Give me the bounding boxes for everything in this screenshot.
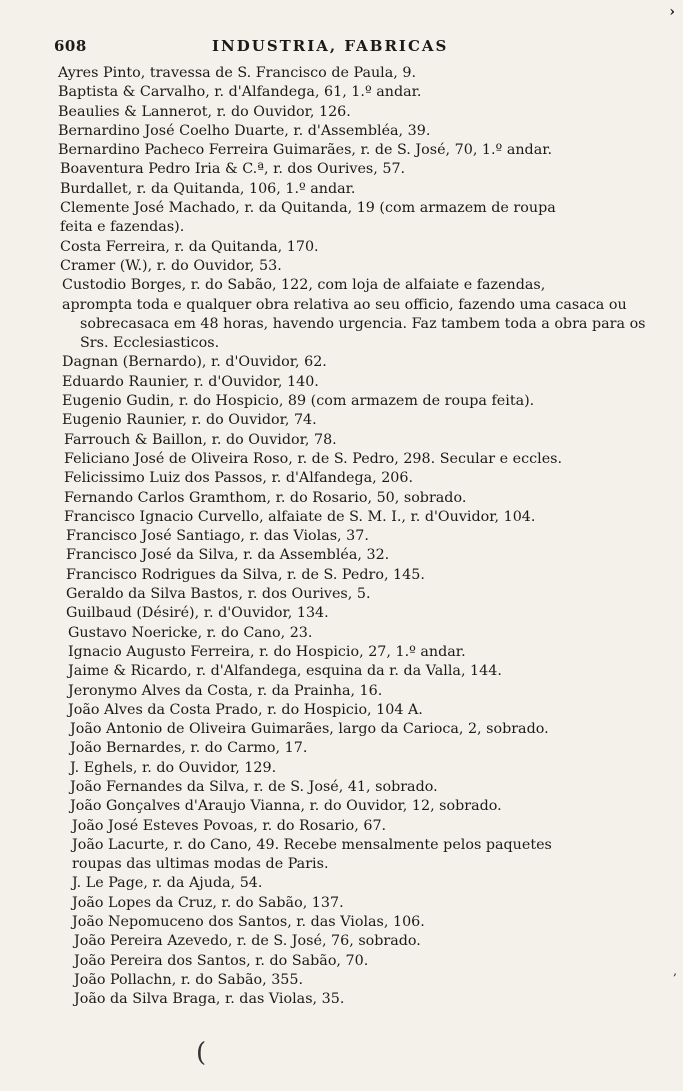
directory-entry <box>70 739 648 758</box>
directory-entry <box>68 643 648 662</box>
entry-text: Francisco José da Silva, r. da Assembléa, 32. <box>66 547 390 564</box>
directory-entry <box>66 527 648 546</box>
directory-entry <box>64 489 648 508</box>
entry-text: Gustavo Noericke, r. do Cano, 23. <box>68 624 313 641</box>
corner-mark: › <box>669 4 675 20</box>
entry-text: João Antonio de Oliveira Guimarães, largo da Carioca, 2, sobrado. <box>70 721 549 738</box>
directory-list <box>58 64 648 1010</box>
entry-text: Bernardino Pacheco Ferreira Guimarães, r. de S. José, 70, 1.º andar. <box>58 142 553 159</box>
entry-text: João Lacurte, r. do Cano, 49. Recebe mensalmente pelos paquetes <box>72 836 552 853</box>
directory-entry <box>70 720 648 739</box>
running-title: INDUSTRIA, FABRICAS <box>212 37 449 55</box>
directory-entry <box>58 64 648 83</box>
entry-text: João Bernardes, r. do Carmo, 17. <box>70 740 308 757</box>
entry-text: Fernando Carlos Gramthom, r. do Rosario, 50, sobrado. <box>64 489 467 506</box>
entry-text: J. Eghels, r. do Ouvidor, 129. <box>70 759 277 776</box>
directory-entry <box>66 585 648 604</box>
directory-entry <box>62 411 648 430</box>
directory-entry <box>62 392 648 411</box>
entry-text: Farrouch & Baillon, r. do Ouvidor, 78. <box>64 431 337 448</box>
directory-entry <box>60 238 648 257</box>
entry-text: João Lopes da Cruz, r. do Sabão, 137. <box>72 894 344 911</box>
directory-entry <box>70 759 648 778</box>
directory-entry <box>58 103 648 122</box>
entry-text: Burdallet, r. da Quitanda, 106, 1.º andar. <box>60 180 356 197</box>
entry-text: Feliciano José de Oliveira Roso, r. de S. Pedro, 298. Secular e eccles. <box>64 450 563 467</box>
entry-text: Cramer (W.), r. do Ouvidor, 53. <box>60 257 282 274</box>
entry-text: Guilbaud (Désiré), r. d'Ouvidor, 134. <box>66 605 329 622</box>
entry-text: Clemente José Machado, r. da Quitanda, 19 (com armazem de roupa <box>60 200 556 217</box>
directory-entry <box>64 450 648 469</box>
entry-text: J. Le Page, r. da Ajuda, 54. <box>72 875 263 892</box>
directory-entry <box>66 604 648 623</box>
directory-entry <box>66 566 648 585</box>
bottom-mark: ( <box>196 1038 207 1068</box>
entry-text: Francisco Rodrigues da Silva, r. de S. Pedro, 145. <box>66 566 425 583</box>
directory-entry <box>64 508 648 527</box>
directory-entry <box>62 373 648 392</box>
directory-entry <box>68 701 648 720</box>
entry-text: João Pollachn, r. do Sabão, 355. <box>74 971 304 988</box>
directory-entry <box>60 160 648 179</box>
entry-text: Ayres Pinto, travessa de S. Francisco de Paula, 9. <box>58 65 417 81</box>
entry-text: Eduardo Raunier, r. d'Ouvidor, 140. <box>62 373 319 390</box>
entry-text: Jaime & Ricardo, r. d'Alfandega, esquina da r. da Valla, 144. <box>68 663 502 680</box>
entry-text: Beaulies & Lannerot, r. do Ouvidor, 126. <box>58 103 351 120</box>
entry-continuation: feita e fazendas). <box>60 219 185 236</box>
directory-entry <box>64 469 648 488</box>
page-number: 608 <box>54 37 87 55</box>
entry-text: Jeronymo Alves da Costa, r. da Prainha, 16. <box>68 682 383 699</box>
directory-entry <box>62 276 648 353</box>
directory-entry <box>70 797 648 816</box>
directory-entry <box>66 546 648 565</box>
directory-entry <box>74 971 648 990</box>
entry-text: Geraldo da Silva Bastos, r. dos Ourives, 5. <box>66 586 371 603</box>
entry-text: Bernardino José Coelho Duarte, r. d'Assembléa, 39. <box>58 122 431 139</box>
entry-text: João José Esteves Povoas, r. do Rosario, 67. <box>72 817 387 834</box>
directory-entry <box>72 817 648 836</box>
directory-entry <box>68 624 648 643</box>
entry-text: Boaventura Pedro Iria & C.ª, r. dos Ourives, 57. <box>60 161 406 178</box>
directory-entry <box>64 431 648 450</box>
directory-entry <box>58 141 648 160</box>
entry-continuation: apromptа toda e qualquer obra relativa ao seu officio, fazendo uma casaca ou sobrecasaca em 48 horas, havendo urgencia. Faz tambem toda a obra para os Srs. Ecclesiasticos. <box>62 296 646 352</box>
entry-text: Francisco José Santiago, r. das Violas, 37. <box>66 528 369 545</box>
entry-text: Felicissimo Luiz dos Passos, r. d'Alfandega, 206. <box>64 470 414 487</box>
directory-entry <box>70 778 648 797</box>
margin-mark: , <box>673 964 677 978</box>
directory-entry <box>72 894 648 913</box>
directory-entry <box>68 662 648 681</box>
directory-entry <box>74 990 648 1009</box>
directory-entry <box>58 83 648 102</box>
entry-text: João Fernandes da Silva, r. de S. José, 41, sobrado. <box>70 778 438 795</box>
directory-entry <box>60 257 648 276</box>
directory-entry <box>62 353 648 372</box>
entry-text: Costa Ferreira, r. da Quitanda, 170. <box>60 238 319 255</box>
entry-text: Baptista & Carvalho, r. d'Alfandega, 61, 1.º andar. <box>58 84 422 101</box>
entry-text: Francisco Ignacio Curvello, alfaiate de S. M. I., r. d'Ouvidor, 104. <box>64 508 536 525</box>
entry-text: Custodio Borges, r. do Sabão, 122, com loja de alfaiate e fazendas, <box>62 277 546 294</box>
entry-text: João Nepomuceno dos Santos, r. das Violas, 106. <box>72 914 425 931</box>
directory-entry <box>68 682 648 701</box>
directory-entry <box>60 180 648 199</box>
entry-text: João Pereira Azevedo, r. de S. José, 76, sobrado. <box>74 933 421 950</box>
entry-text: Ignacio Augusto Ferreira, r. do Hospicio, 27, 1.º andar. <box>68 643 466 660</box>
directory-entry <box>72 836 648 875</box>
entry-text: João da Silva Braga, r. das Violas, 35. <box>74 991 345 1008</box>
directory-entry <box>72 874 648 893</box>
entry-text: João Gonçalves d'Araujo Vianna, r. do Ouvidor, 12, sobrado. <box>70 798 502 815</box>
entry-text: Dagnan (Bernardo), r. d'Ouvidor, 62. <box>62 354 327 371</box>
entry-text: Eugenio Gudin, r. do Hospicio, 89 (com armazem de roupa feita). <box>62 393 535 410</box>
entry-text: João Alves da Costa Prado, r. do Hospicio, 104 A. <box>68 701 423 718</box>
directory-entry <box>74 932 648 951</box>
entry-text: Eugenio Raunier, r. do Ouvidor, 74. <box>62 412 317 429</box>
directory-entry <box>72 913 648 932</box>
directory-entry <box>74 952 648 971</box>
entry-text: João Pereira dos Santos, r. do Sabão, 70. <box>74 952 369 969</box>
directory-entry <box>58 122 648 141</box>
directory-entry <box>60 199 648 238</box>
entry-continuation: roupas das ultimas modas de Paris. <box>72 856 329 873</box>
page-header <box>54 37 474 59</box>
